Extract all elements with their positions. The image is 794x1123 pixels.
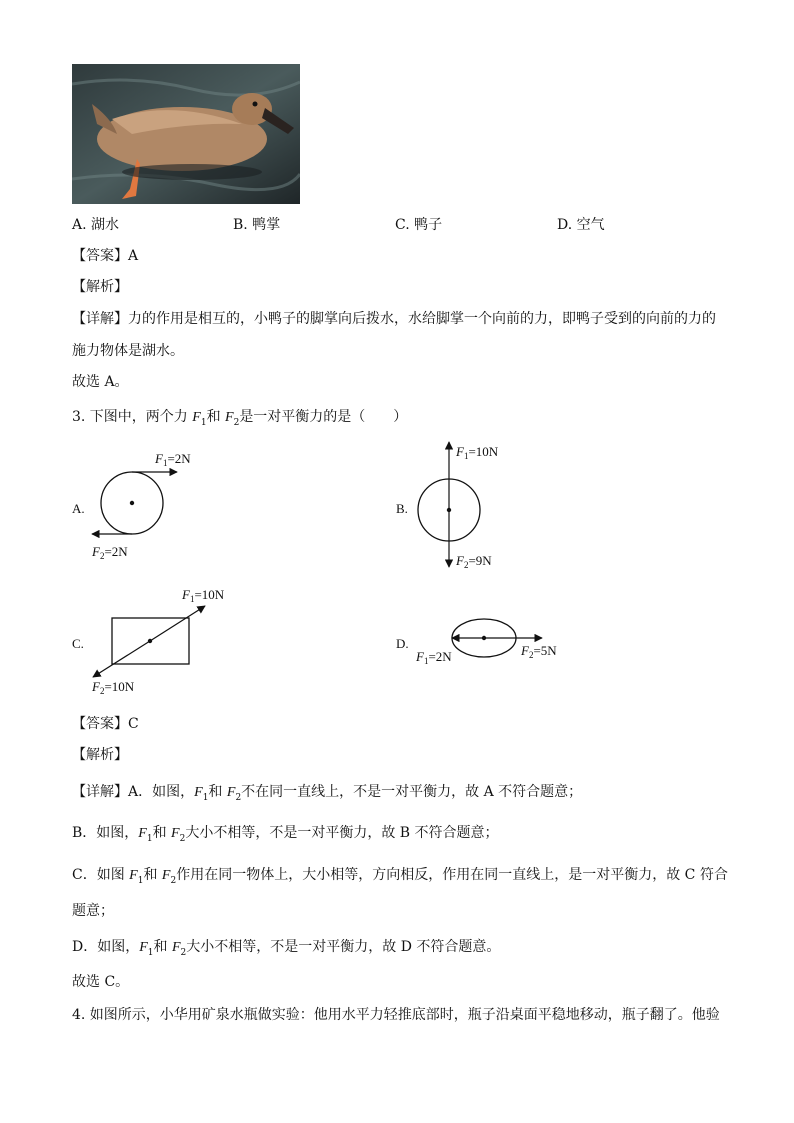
answer-value: C bbox=[128, 716, 139, 732]
q2-conclusion: 故选 A。 bbox=[72, 374, 129, 390]
detail-text: 大小不相等，不是一对平衡力，故 B 不符合题意； bbox=[185, 825, 499, 841]
force-symbol: F bbox=[192, 410, 201, 425]
arrow-f2 bbox=[93, 641, 150, 677]
answer-tag: 【答案】 bbox=[72, 716, 128, 732]
stem-text: 3. 下图中，两个力 bbox=[72, 409, 193, 425]
option-b: B. 鸭掌 bbox=[233, 217, 281, 233]
force-symbol: F bbox=[171, 940, 181, 955]
force-symbol: F bbox=[225, 410, 234, 425]
label-f2: $F_2=2N$ bbox=[92, 544, 128, 561]
detail-text: A．如图， bbox=[128, 784, 195, 800]
detail-tag: 【详解】 bbox=[72, 784, 128, 800]
q2-detail-line2: 施力物体是湖水。 bbox=[72, 343, 184, 359]
label-f2: $F_2=9N$ bbox=[456, 553, 492, 570]
force-symbol: F bbox=[226, 785, 236, 800]
q3-detail-c bbox=[72, 864, 728, 886]
arrow-f1 bbox=[150, 606, 205, 641]
detail-text: 力的作用是相互的，小鸭子的脚掌向后拨水，水给脚掌一个向前的力，即鸭子受到的向前的力的 bbox=[128, 311, 716, 327]
detail-text: 不在同一直线上，不是一对平衡力，故 A 不符合题意； bbox=[241, 784, 583, 800]
option-a: A. 湖水 bbox=[72, 217, 120, 233]
figure-a bbox=[72, 451, 191, 561]
force-symbol: F bbox=[171, 826, 180, 841]
label-f1: $F_1=2N$ bbox=[416, 649, 452, 666]
force-symbol: F bbox=[138, 826, 147, 841]
q2-analysis-tag: 【解析】 bbox=[72, 279, 128, 295]
q3-detail-a bbox=[72, 781, 582, 803]
figure-d-label: D. bbox=[396, 636, 409, 651]
subscript: 1 bbox=[146, 833, 153, 844]
figure-c-label: C. bbox=[72, 636, 84, 651]
subscript: 2 bbox=[170, 875, 177, 886]
option-d: D. 空气 bbox=[557, 217, 605, 233]
label-f2: $F_2=5N$ bbox=[521, 643, 557, 660]
detail-text: 和 bbox=[152, 825, 172, 841]
subscript: 1 bbox=[200, 417, 207, 428]
q3-detail-d bbox=[72, 936, 500, 958]
q3-detail-c-line2: 题意； bbox=[72, 903, 114, 919]
answer-value: A bbox=[128, 248, 139, 264]
figure-d bbox=[396, 619, 557, 666]
q3-answer bbox=[72, 713, 139, 733]
label-f1: $F_1=2N$ bbox=[155, 451, 191, 468]
detail-tag: 【详解】 bbox=[72, 311, 128, 327]
figure-a-label: A. bbox=[72, 501, 85, 516]
q4-stem: 4. 如图所示，小华用矿泉水瓶做实验：他用水平力轻推底部时，瓶子沿桌面平稳地移动，瓶子翻了。他验 bbox=[72, 1007, 720, 1023]
stem-text: 是一对平衡力的是（ ） bbox=[239, 409, 408, 425]
figure-c bbox=[72, 587, 225, 696]
detail-text: 大小不相等，不是一对平衡力，故 D 不符合题意。 bbox=[186, 939, 501, 955]
detail-text: 和 bbox=[208, 784, 227, 800]
subscript: 1 bbox=[147, 947, 154, 958]
force-symbol: F bbox=[194, 785, 203, 800]
stem-text: 和 bbox=[206, 409, 226, 425]
force-symbol: F bbox=[139, 940, 148, 955]
label-f1: $F_1=10N$ bbox=[182, 587, 225, 604]
option-c: C. 鸭子 bbox=[395, 217, 443, 233]
center-dot bbox=[130, 501, 134, 505]
detail-text: 和 bbox=[153, 939, 172, 955]
answer-tag: 【答案】 bbox=[72, 248, 128, 264]
detail-text: D．如图， bbox=[72, 939, 140, 955]
detail-text: 作用在同一物体上，大小相等，方向相反，作用在同一直线上，是一对平衡力，故 C 符合 bbox=[176, 867, 728, 883]
q3-analysis-tag: 【解析】 bbox=[72, 747, 128, 763]
detail-text: B．如图， bbox=[72, 825, 139, 841]
force-symbol: F bbox=[161, 868, 171, 883]
subscript: 2 bbox=[233, 417, 240, 428]
q3-detail-b bbox=[72, 822, 499, 844]
q3-conclusion: 故选 C。 bbox=[72, 974, 130, 990]
label-f2: $F_2=10N$ bbox=[92, 679, 135, 696]
detail-text: C．如图 bbox=[72, 867, 130, 883]
subscript: 2 bbox=[179, 833, 186, 844]
force-symbol: F bbox=[129, 868, 138, 883]
subscript: 1 bbox=[202, 792, 209, 803]
figure-b-label: B. bbox=[396, 501, 408, 516]
detail-text: 和 bbox=[143, 867, 162, 883]
subscript: 1 bbox=[137, 875, 144, 886]
label-f1: $F_1=10N$ bbox=[456, 444, 499, 461]
subscript: 2 bbox=[180, 947, 187, 958]
subscript: 2 bbox=[235, 792, 242, 803]
figure-b bbox=[396, 442, 499, 570]
